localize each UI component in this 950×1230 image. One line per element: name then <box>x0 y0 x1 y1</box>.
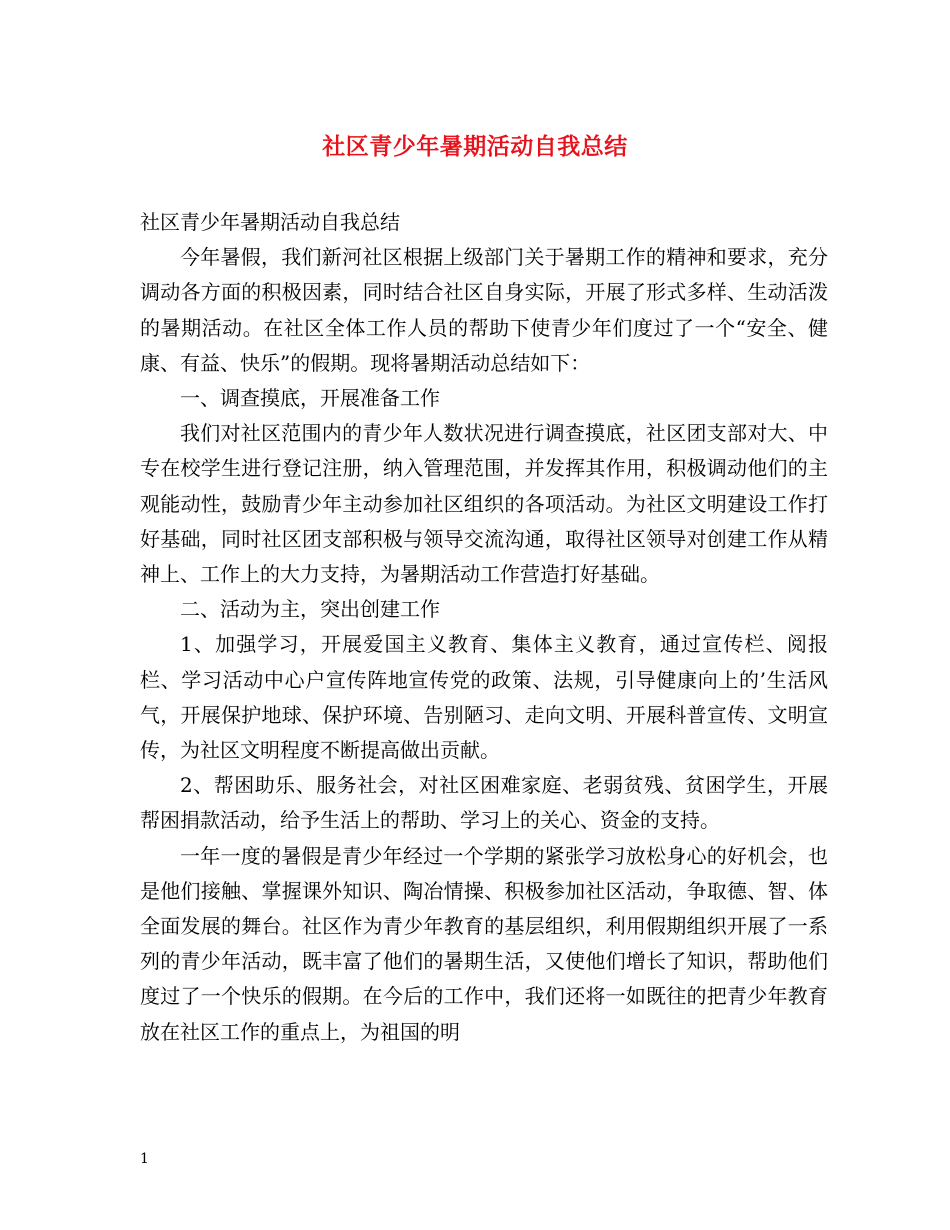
paragraph: 2、帮困助乐、服务社会，对社区困难家庭、老弱贫残、贫困学生，开展帮困捐款活动，给予生活上的帮助、学习上的关心、资金的支持。 <box>140 773 828 833</box>
document-body <box>140 205 828 1050</box>
paragraph: 二、活动为主，突出创建工作 <box>180 597 440 622</box>
paragraph: 1、加强学习，开展爱国主义教育、集体主义教育，通过宣传栏、阅报栏、学习活动中心户宣传阵地宣传党的政策、法规，引导健康向上的’生活风气，开展保护地球、保护环境、告别陋习、走向文明、开展科普宣传、文明宣传，为社区文明程度不断提高做出贡献。 <box>140 632 828 763</box>
document-title: 社区青少年暑期活动自我总结 <box>322 133 628 160</box>
paragraph: 一年一度的暑假是青少年经过一个学期的紧张学习放松身心的好机会，也是他们接触、掌握课外知识、陶冶情操、积极参加社区活动，争取德、智、体全面发展的舞台。社区作为青少年教育的基层组织，利用假期组织开展了一系列的青少年活动，既丰富了他们的暑期生活，又使他们增长了知识，帮助他们度过了一个快乐的假期。在今后的工作中，我们还将一如既往的把青少年教育放在社区工作的重点上，为祖国的明 <box>140 843 828 1044</box>
paragraph: 今年暑假，我们新河社区根据上级部门关于暑期工作的精神和要求，充分调动各方面的积极因素，同时结合社区自身实际，开展了形式多样、生动活泼的暑期活动。在社区全体工作人员的帮助下使青少年们度过了一个“安全、健康、有益、快乐”的假期。现将暑期活动总结如下： <box>140 245 828 375</box>
paragraph: 社区青少年暑期活动自我总结 <box>140 210 400 234</box>
page-number: 1 <box>140 1151 149 1167</box>
paragraph: 我们对社区范围内的青少年人数状况进行调查摸底，社区团支部对大、中专在校学生进行登记注册，纳入管理范围，并发挥其作用，积极调动他们的主观能动性，鼓励青少年主动参加社区组织的各项活动。为社区文明建设工作打好基础，同时社区团支部积极与领导交流沟通，取得社区领导对创建工作从精神上、工作上的大力支持，为暑期活动工作营造打好基础。 <box>140 421 828 587</box>
paragraph: 一、调查摸底，开展准备工作 <box>180 386 440 411</box>
